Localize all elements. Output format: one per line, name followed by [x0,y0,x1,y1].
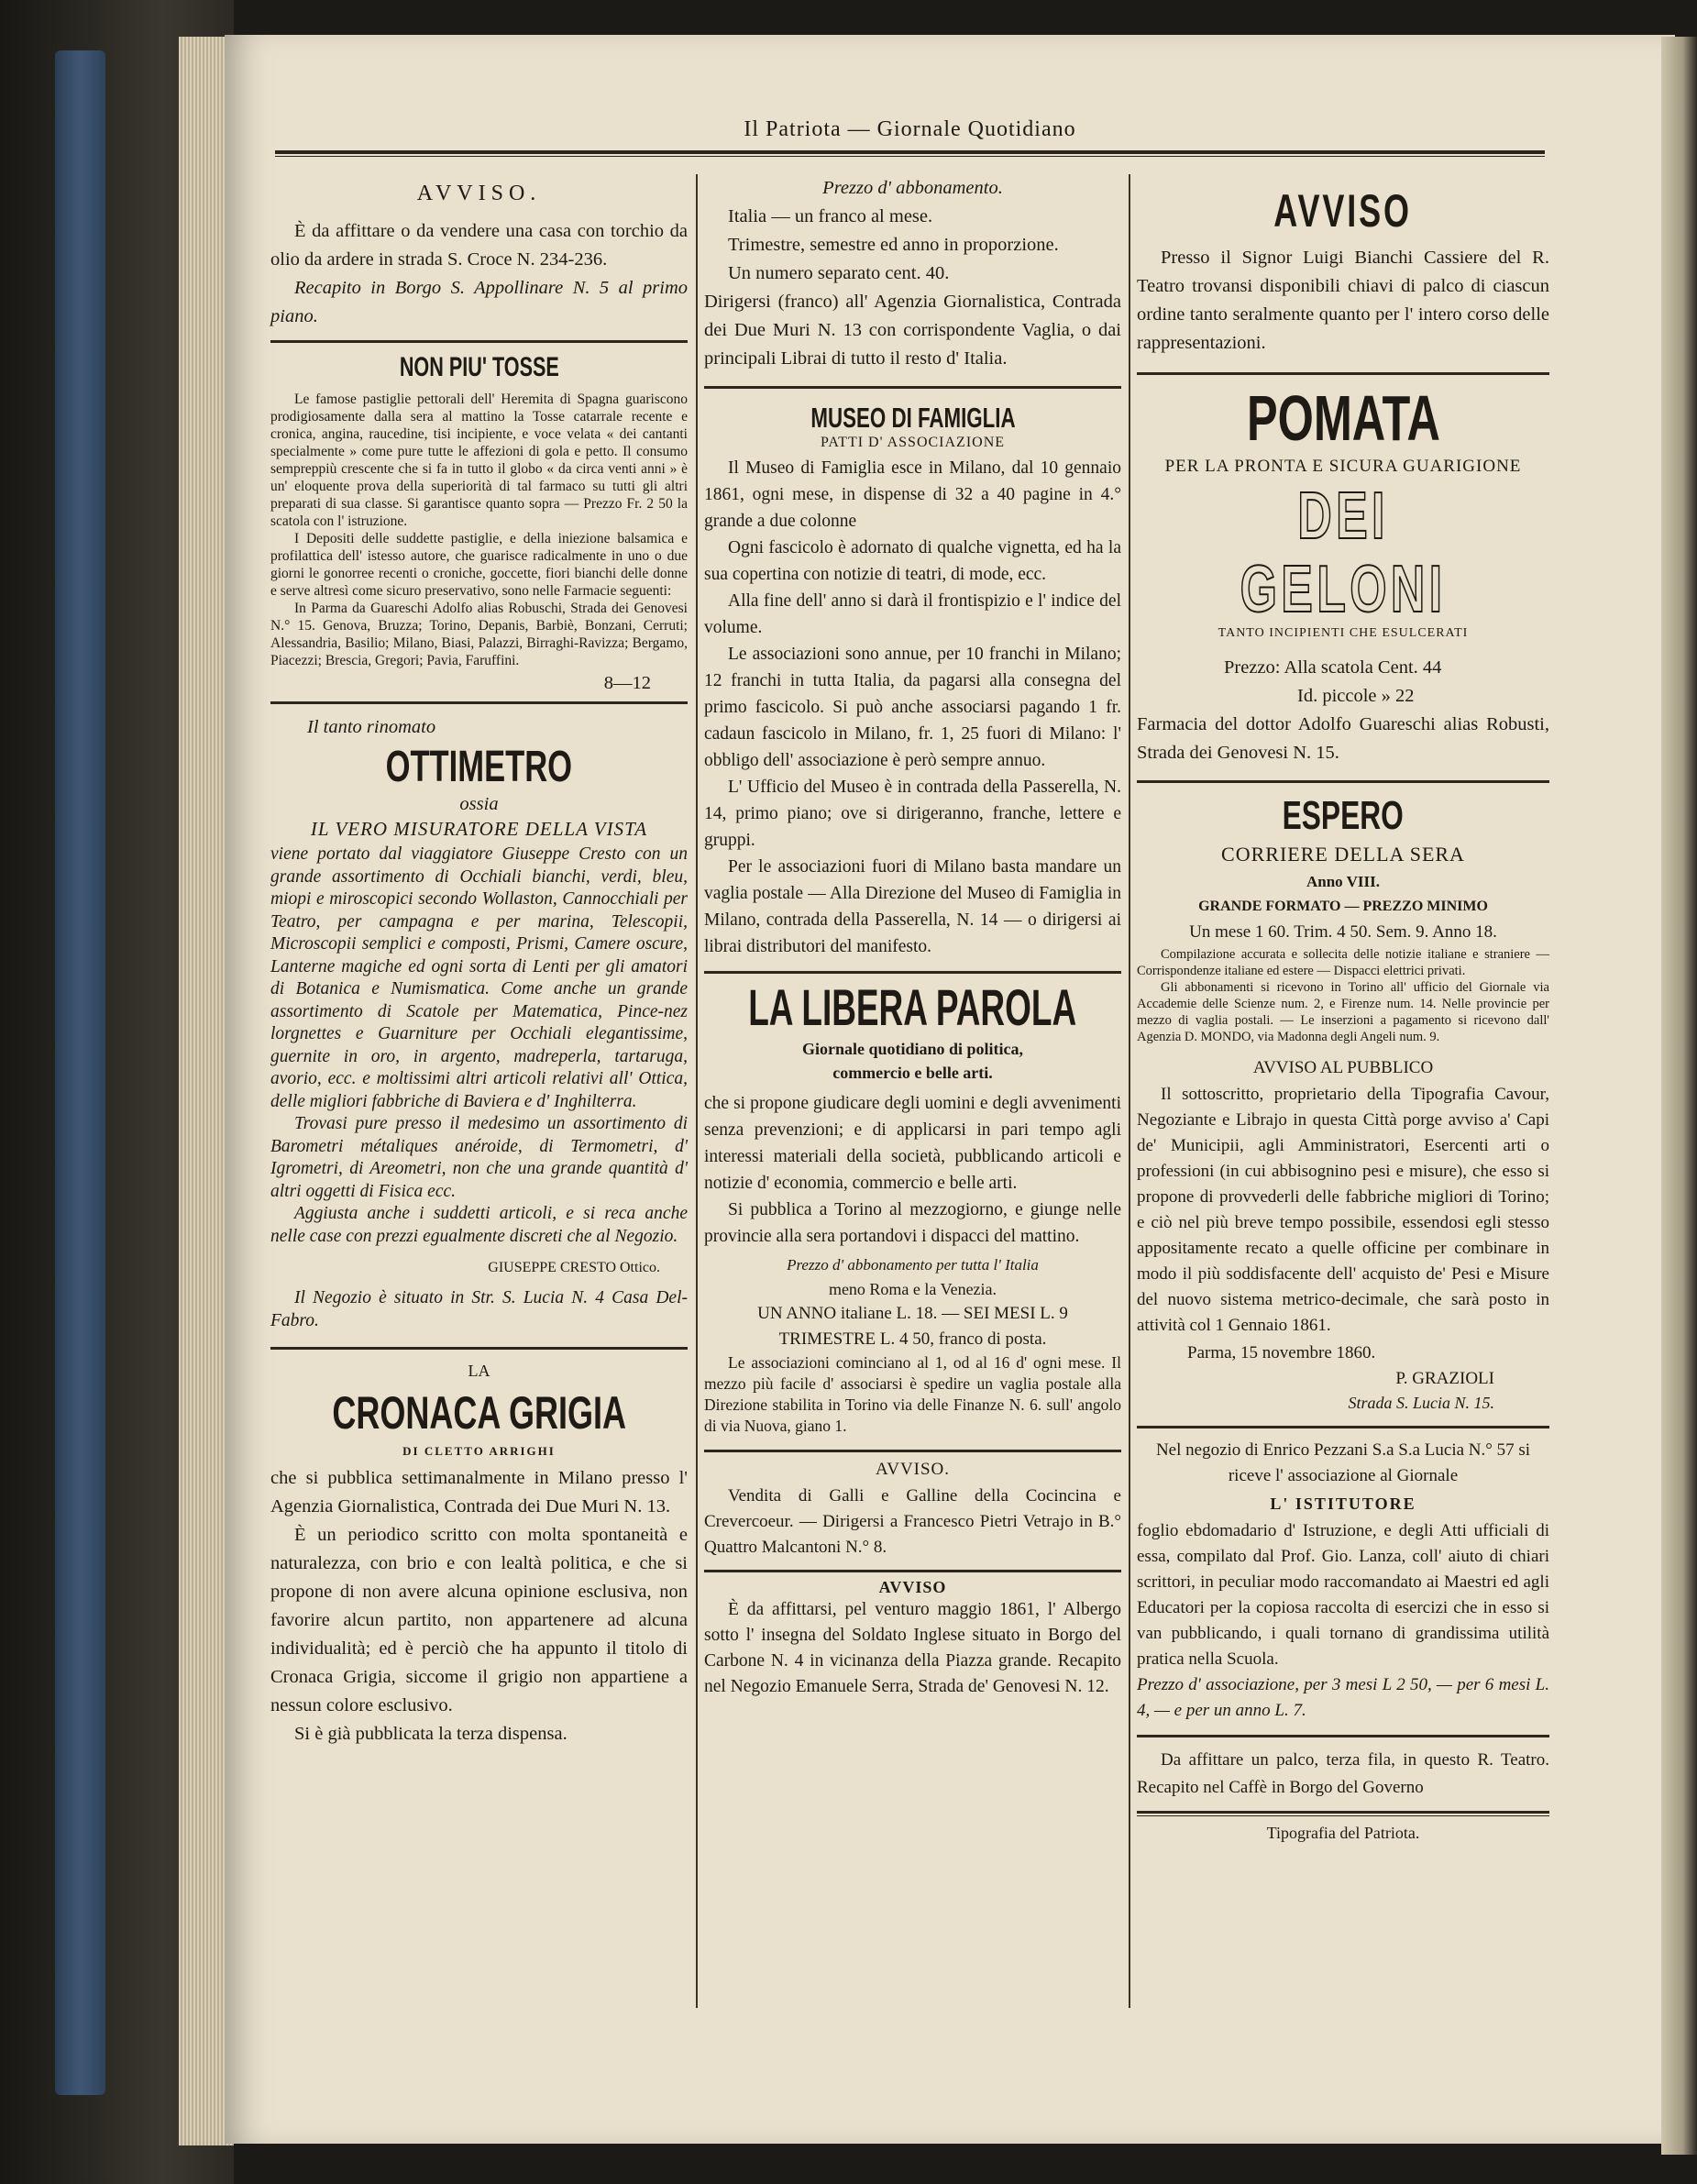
tosse-title-text: NON PIU' TOSSE [399,352,559,382]
ottimetro-pre: Il tanto rinomato [307,717,436,737]
avviso2-title: AVVISO. [875,1460,951,1479]
column-2 [704,174,1121,1700]
geloni-title [1137,480,1549,626]
column-divider-2 [1129,174,1130,2008]
divider [704,1570,1121,1572]
avviso-recapito: Recapito in Borgo S. Appollinare N. 5 al primo piano. [270,278,688,326]
divider-thin [1137,1815,1549,1816]
libera-title-text: LA LIBERA PAROLA [748,978,1077,1036]
espero-subtitle: CORRIERE DELLA SERA [1221,843,1465,866]
libera-prezzo-4: TRIMESTRE L. 4 50, franco di posta. [778,1329,1047,1349]
palco-notice: Da affittare un palco, terza fila, in questo R. Teatro. Recapito nel Caffè in Borgo del Governo [1137,1750,1549,1797]
museo-para-5: L' Ufficio del Museo è in contrada della Passerella, N. 14, primo piano; ove si dirigeranno, franche, lettere e gruppi. [704,778,1121,850]
divider [270,340,688,343]
divider [1137,1426,1549,1428]
prezzo-title: Prezzo d' abbonamento. [822,178,1003,198]
libera-subtitle-2: commercio e belle arti. [832,1064,993,1082]
ottimetro-body-2: Trovasi pure presso il medesimo un assortimento di Barometri métaliques anéroide, di Termometri, d' Igrometri, di Areometri, non che una grande quantità d' altri oggetti di Fisica ecc. [270,1114,688,1201]
pomata-title-text: POMATA [1246,382,1440,454]
page-right-edge [1661,37,1697,2155]
column-3 [1137,174,1549,1843]
cronaca-title-text: CRONACA GRIGIA [332,1387,626,1439]
tipografia-footer: Tipografia del Patriota. [1266,1824,1420,1842]
espero-para-2: Gli abbonamenti si ricevono in Torino all' ufficio del Giornale via Accademie delle Scienze num. 2, e Firenze num. 14. Nelle provincie per mezzo di vaglia postali. — Le inserzioni a pagamento si ricevono dall' Agenzia D. MONDO, via Madonna degli Angeli num. 9. [1137,980,1549,1044]
book-cover-edge [55,50,105,2095]
divider [1137,1735,1549,1737]
museo-subtitle: PATTI D' ASSOCIAZIONE [820,435,1006,450]
libera-para-1: che si propone giudicare degli uomini e degli avvenimenti senza prevenzioni; e di applicarsi in pari tempo agli interessi materiali della società, pubblicando articoli e notizie d' economia, commercio e belle arti. [704,1094,1121,1193]
ottimetro-title-text: OTTIMETRO [385,743,573,791]
espero-formato: GRANDE FORMATO — PREZZO MINIMO [1198,899,1488,914]
divider [704,971,1121,974]
geloni-subtitle: TANTO INCIPIENTI CHE ESULCERATI [1218,626,1469,640]
ottimetro-subtitle: IL VERO MISURATORE DELLA VISTA [310,818,648,840]
museo-para-6: Per le associazioni fuori di Milano basta mandare un vaglia postale — Alla Direzione del Museo di Famiglia in Milano, contrada della Passerella, N. 14 — o dirigersi ai librai distributori del manifesto. [704,857,1121,956]
avviso-big-body: Presso il Signor Luigi Bianchi Cassiere del R. Teatro trovansi disponibili chiavi di palco di ciascun ordine tanto seralmente quanto per l' intero corso delle rappresentazioni. [1137,248,1549,353]
pomata-title [1137,384,1549,454]
column-divider-1 [696,174,698,2008]
istitutore-prezzo: Prezzo d' associazione, per 3 mesi L 2 50, — per 6 mesi L. 4, — e per un anno L. 7. [1137,1675,1549,1720]
prezzo-line-1: Italia — un franco al mese. [728,206,933,226]
cronaca-la: LA [468,1362,490,1380]
divider [704,1450,1121,1452]
ottimetro-negozio: Il Negozio è situato in Str. S. Lucia N. 4 Casa Del-Fabro. [270,1288,688,1330]
museo-para-3: Alla fine dell' anno si darà il frontispizio e l' indice del volume. [704,591,1121,637]
tosse-body-2: I Depositi delle suddette pastiglie, e della iniezione balsamica e profilattica dell' istesso autore, che guarisce radicalmente in uno o due giorni le gonorree recenti o croniche, goccette, fiori bianchi delle donne e serve altresì come sicuro preservativo, sono nelle Farmacie seguenti: [270,531,688,599]
avviso-body: È da affittare o da vendere una casa con torchio da olio da ardere in strada S. Croce N. 234-236. [270,221,688,270]
avviso3-title: AVVISO [878,1578,947,1596]
istitutore-pre: Nel negozio di Enrico Pezzani S.a S.a Lucia N.° 57 si riceve l' associazione al Giornale [1155,1440,1531,1485]
libera-title [704,979,1121,1037]
divider [704,386,1121,389]
libera-para-3: Le associazioni cominciano al 1, od al 16 d' ogni mese. Il mezzo più facile d' associarsi è spedire un vaglia postale alla Direzione stabilita in Torino via delle Finanze N. 6. sull' angolo di via Nuova, giano 1. [704,1353,1121,1435]
cronaca-title [270,1385,688,1440]
istitutore-title: L' ISTITUTORE [1270,1495,1416,1513]
museo-para-2: Ogni fascicolo è adornato di qualche vignetta, ed ha la sua copertina con notizie di teatri, di mode, ecc. [704,538,1121,584]
pubblico-title: AVVISO AL PUBBLICO [1252,1058,1434,1077]
divider [1137,372,1549,375]
ottimetro-body-1: viene portato dal viaggiatore Giuseppe Cresto con un grande assortimento di Occhiali bianchi, verdi, bleu, miopi e miroscopici secondo Wollaston, Cannocchiali per Teatro, per campagna e per marina, Telescopii, Microscopii semplici e composti, Prismi, Camere oscure, Lanterne magiche ed ogni sorta di Lenti per gli amatori di Botanica e Numismatica. Come anche un grande assortimento di Scatole per Matematica, Pince-nez lorgnettes e Guarniture per Occhiali elegantissime, guernite in oro, in argento, madreperla, tartaruga, avorio, ecc. e moltissimi altri articoli relativi all' Ottica, delle migliori fabbriche di Baviera e d' Inghilterra. [270,844,688,1111]
divider [270,701,688,704]
prezzo-line-4: Dirigersi (franco) all' Agenzia Giornalistica, Contrada dei Due Muri N. 13 con corrispondente Vaglia, o dai principali Librai di tutto il resto d' Italia. [704,292,1121,369]
tosse-number: 8—12 [603,673,651,693]
espero-para-1: Compilazione accurata e sollecita delle notizie italiane e straniere — Corrispondenze italiane ed estere — Dispacci elettrici privati. [1137,947,1549,978]
cronaca-author: DI CLETTO ARRIGHI [402,1444,556,1458]
prezzo-line-3: Un numero separato cent. 40. [728,263,950,283]
istitutore-body: foglio ebdomadario d' Istruzione, e degli Atti ufficiali di essa, compilato dal Prof. Gio. Lanza, coll' aiuto di chiari scrittori, in peculiar modo raccomandato ai Maestri ed agli Educatori per la copiosa raccolta di esercizi che in esso si van pubblicando, i quali tornano di grandissima utilità pratica nella Scuola. [1137,1521,1549,1669]
pubblico-signature: P. GRAZIOLI [1395,1369,1494,1388]
libera-prezzo-3: UN ANNO italiane L. 18. — SEI MESI L. 9 [757,1304,1068,1323]
tosse-body-3: In Parma da Guareschi Adolfo alias Robuschi, Strada dei Genovesi N.° 15. Genova, Bruzza; Torino, Depanis, Barbiè, Bonzani, Cerruti; Alessandria, Basilio; Milano, Biasi, Palazzi, Birraghi-Ravizza; Bergamo, Piacezzi; Brescia, Gregori; Pavia, Faruffini. [270,601,688,668]
cronaca-body-1: che si pubblica settimanalmente in Milano presso l' Agenzia Giornalistica, Contrada dei Due Muri N. 13. [270,1468,688,1517]
geloni-title-text: DEI GELONI [1240,480,1447,626]
page-header: Il Patriota — Giornale Quotidiano [744,117,1076,141]
pubblico-date: Parma, 15 novembre 1860. [1187,1343,1376,1362]
espero-prezzi: Un mese 1 60. Trim. 4 50. Sem. 9. Anno 18. [1189,922,1497,942]
divider [270,1347,688,1350]
avviso-title: AVVISO. [416,182,542,205]
header-rule-thin [275,156,1545,157]
espero-anno: Anno VIII. [1306,873,1380,890]
avviso-big-title-text: AVVISO [1273,185,1413,237]
pomata-prezzo-1: Prezzo: Alla scatola Cent. 44 [1224,657,1442,678]
museo-para-4: Le associazioni sono annue, per 10 franchi in Milano; 12 franchi in tutta Italia, da pagarsi alla consegna del primo fascicolo. Si può anche associarsi pagando 1 fr. cadaun fascicolo in Milano, fr. 1, 25 fuori di Milano: l' obbligo dell' associazione è però sempre annuo. [704,645,1121,770]
pomata-farmacia: Farmacia del dottor Adolfo Guareschi alias Robusti, Strada dei Genovesi N. 15. [1137,714,1549,763]
avviso3-body: È da affittarsi, pel venturo maggio 1861, l' Albergo sotto l' insegna del Soldato Inglese situato in Borgo del Carbone N. 4 in vicinanza della Piazza grande. Recapito nel Negozio Emanuele Serra, Strada de' Genovesi N. 12. [704,1600,1121,1696]
tosse-title [270,352,688,383]
prezzo-line-2: Trimestre, semestre ed anno in proporzione. [728,235,1059,255]
tosse-body-1: Le famose pastiglie pettorali dell' Heremita di Spagna guariscono prodigiosamente dalla sera al mattino la Tosse catarrale recente e cronica, angina, raucedine, tisi incipiente, e voce velata « dei cantanti specialmente » come pure tutte le affezioni di gola e petto. Il consumo sempreppiù crescente che si fa in tutto il globo « da circa venti anni » è un' eloquente prova della superiorità di tal farmaco su tutti gli altri preparati di sua classe. Si garantisce quanto sopra — Prezzo Fr. 2 50 la scatola con l' istruzione. [270,392,688,529]
espero-title [1137,792,1549,840]
espero-title-text: ESPERO [1282,793,1405,838]
pomata-subtitle: PER LA PRONTA E SICURA GUARIGIONE [1164,457,1522,476]
pomata-prezzo-2: Id. piccole » 22 [1297,686,1415,706]
museo-title-text: MUSEO DI FAMIGLIA [810,402,1016,434]
ottimetro-title [270,742,688,793]
column-1 [270,174,688,1748]
museo-para-1: Il Museo di Famiglia esce in Milano, dal 10 gennaio 1861, ogni mese, in dispense di 32 a 40 pagine in 4.° grande a due colonne [704,458,1121,531]
avviso-big-title [1137,185,1549,237]
divider [1137,780,1549,783]
header-rule [275,150,1545,154]
libera-prezzo-2: meno Roma e la Venezia. [828,1280,997,1298]
avviso2-body: Vendita di Galli e Galline della Cocincina e Crevercoeur. — Dirigersi a Francesco Pietri Vetrajo in B.° Quattro Malcantoni N.° 8. [704,1486,1121,1557]
museo-title [704,402,1121,435]
libera-para-2: Si pubblica a Torino al mezzogiorno, e giunge nelle provincie alla sera portandovi i dispacci del mattino. [704,1200,1121,1246]
divider [1137,1811,1549,1814]
pubblico-address: Strada S. Lucia N. 15. [1348,1394,1494,1412]
cronaca-body-2: È un periodico scritto con molta spontaneità e naturalezza, con brio e con lealtà politica, e che si propone di non avere alcuna opinione esclusiva, non favorire alcun partito, non appartenere ad alcuna individualità; ed è perciò che ha appunto il titolo di Cronaca Grigia, siccome il grigio non appartiene a nessun colore esclusivo. [270,1525,688,1715]
ottimetro-body-3: Aggiusta anche i suddetti articoli, e si reca anche nelle case con prezzi egualmente discreti che al Negozio. [270,1204,688,1246]
ottimetro-signature: GIUSEPPE CRESTO Ottico. [488,1260,660,1275]
libera-subtitle-1: Giornale quotidiano di politica, [801,1040,1024,1058]
libera-prezzo-1: Prezzo d' abbonamento per tutta l' Italia [787,1256,1039,1274]
cronaca-body-3: Si è già pubblicata la terza dispensa. [294,1724,568,1744]
ottimetro-ossia: ossia [459,794,499,814]
pubblico-body: Il sottoscritto, proprietario della Tipografia Cavour, Negoziante e Librajo in questa Città porge avviso a' Capi de' Municipii, agli Amministratori, Esercenti arti o professioni (in cui abbisognino pesi e misure), che esso si propone di provvederli delle fabbriche migliori di Torino; e ciò nel più breve tempo possibile, essendosi egli stesso appositamente recato a quelle officine per combinare in modo il più soddisfacente dell' acquisto de' Pesi e Misure del nuovo sistema metrico-decimale, che sarà posto in attività col 1 Gennaio 1861. [1137,1085,1549,1335]
